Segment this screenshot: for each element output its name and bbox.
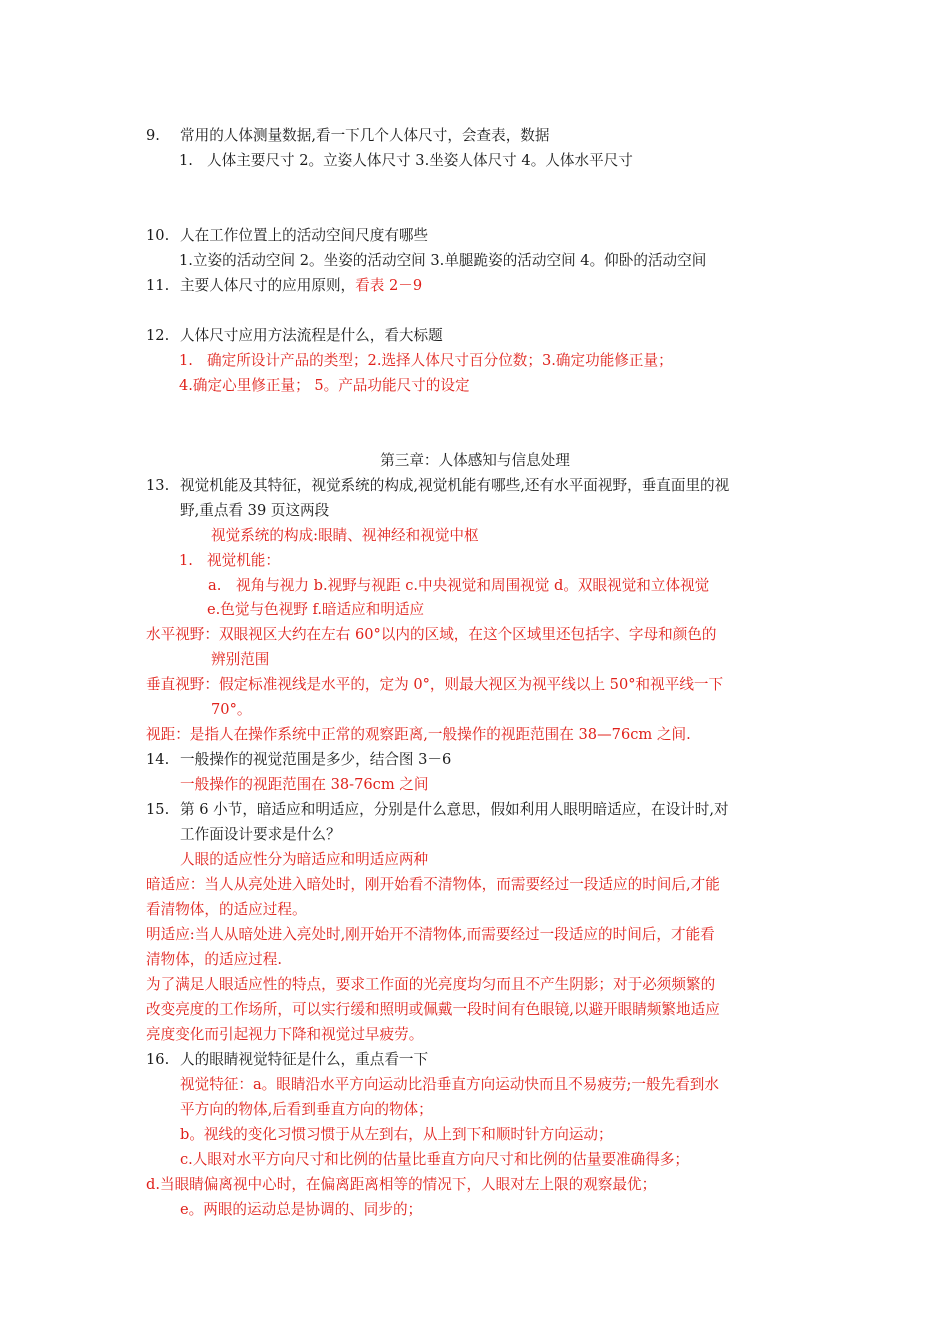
subitem-text: 人体主要尺寸 2。立姿人体尺寸 3.坐姿人体尺寸 4。人体水平尺寸 — [207, 152, 633, 169]
question-text: 人体尺寸应用方法流程是什么，看大标题 — [180, 327, 443, 344]
question-number: 9. — [146, 127, 160, 144]
visual-feature-d: d.当眼睛偏离视中心时，在偏离距离相等的情况下，人眼对左上限的观察最优； — [146, 1176, 657, 1193]
item-number: 1. — [179, 552, 193, 569]
question-15-line-2: 工作面设计要求是什么？ — [180, 826, 341, 843]
question-text: 视觉机能及其特征，视觉系统的构成,视觉机能有哪些,还有水平面视野，垂直面里的视 — [180, 477, 730, 494]
item-text: 视角与视力 b.视野与视距 c.中央视觉和周围视觉 d。双眼视觉和立体视觉 — [236, 577, 710, 594]
answer-number: 1. — [179, 352, 193, 369]
work-surface-requirement-line-1: 为了满足人眼适应性的特点，要求工作面的光亮度均匀而且不产生阴影；对于必须频繁的 — [146, 976, 716, 993]
work-surface-requirement-line-3: 亮度变化而引起视力下降和视觉过早疲劳。 — [146, 1026, 424, 1043]
question-11-answer: 看表 2－9 — [355, 277, 423, 294]
question-11 — [146, 276, 422, 296]
visual-system-composition: 视觉系统的构成:眼睛、视神经和视觉中枢 — [211, 527, 479, 544]
chapter-title: 第三章：人体感知与信息处理 — [380, 452, 570, 469]
visual-feature-c: c.人眼对水平方向尺寸和比例的估量比垂直方向尺寸和比例的估量要准确得多； — [180, 1151, 690, 1168]
question-13 — [146, 476, 729, 496]
question-text: 人在工作位置上的活动空间尺度有哪些 — [180, 227, 429, 244]
question-9-subitem — [179, 151, 633, 171]
vertical-field-line-1: 垂直视野：假定标准视线是水平的，定为 0°，则最大视区为视平线以上 50°和视平线一下 — [146, 676, 724, 693]
visual-function-items-e: e.色觉与色视野 f.暗适应和明适应 — [207, 601, 425, 618]
visual-function-title — [179, 551, 280, 571]
answer-text: 确定所设计产品的类型；2.选择人体尺寸百分位数；3.确定功能修正量； — [207, 352, 673, 369]
question-number: 11. — [146, 277, 170, 294]
dark-adaptation-line-2: 看清物体，的适应过程。 — [146, 901, 307, 918]
question-14-answer: 一般操作的视距范围在 38-76cm 之间 — [180, 776, 429, 793]
question-16 — [146, 1050, 428, 1070]
question-10-answer: 1.立姿的活动空间 2。坐姿的活动空间 3.单腿跪姿的活动空间 4。仰卧的活动空间 — [179, 252, 707, 269]
visual-feature-e: e。两眼的运动总是协调的、同步的； — [180, 1201, 423, 1218]
visual-feature-b: b。视线的变化习惯习惯于从左到右，从上到下和顺时针方向运动； — [180, 1126, 613, 1143]
question-10 — [146, 226, 428, 246]
question-15 — [146, 800, 729, 820]
visual-feature-a-line-1: 视觉特征：a。眼睛沿水平方向运动比沿垂直方向运动快而且不易疲劳;一般先看到水 — [180, 1076, 719, 1093]
light-adaptation-line-2: 清物体，的适应过程. — [146, 951, 282, 968]
item-text: 视觉机能： — [207, 552, 280, 569]
subitem-number: 1. — [179, 152, 193, 169]
question-text: 常用的人体测量数据,看一下几个人体尺寸，会查表，数据 — [180, 127, 550, 144]
horizontal-field-line-1: 水平视野：双眼视区大约在左右 60°以内的区域，在这个区域里还包括字、字母和颜色的 — [146, 626, 717, 643]
question-14 — [146, 750, 451, 770]
viewing-distance: 视距：是指人在操作系统中正常的观察距离,一般操作的视距范围在 38—76cm 之间. — [146, 726, 691, 743]
question-number: 14. — [146, 751, 170, 768]
light-adaptation-line-1: 明适应:当人从暗处进入亮处时,刚开始开不清物体,而需要经过一段适应的时间后，才能看 — [146, 926, 715, 943]
question-12-answer-line-2: 4.确定心里修正量； 5。产品功能尺寸的设定 — [179, 377, 470, 394]
question-9 — [146, 126, 550, 146]
question-text: 主要人体尺寸的应用原则， — [180, 277, 356, 294]
question-text: 第 6 小节，暗适应和明适应，分别是什么意思，假如利用人眼明暗适应，在设计时,对 — [180, 801, 729, 818]
visual-feature-a-line-2: 平方向的物体,后看到垂直方向的物体； — [180, 1101, 433, 1118]
question-text: 人的眼睛视觉特征是什么，重点看一下 — [180, 1051, 429, 1068]
vertical-field-line-2: 70°。 — [211, 701, 252, 718]
question-12-answer-line-1 — [179, 351, 673, 371]
question-12 — [146, 326, 443, 346]
work-surface-requirement-line-2: 改变亮度的工作场所，可以实行缓和照明或佩戴一段时间有色眼镜,以避开眼睛频繁地适应 — [146, 1001, 720, 1018]
question-number: 12. — [146, 327, 170, 344]
question-text: 一般操作的视觉范围是多少，结合图 3－6 — [180, 751, 452, 768]
horizontal-field-line-2: 辨别范围 — [211, 651, 270, 668]
visual-function-items-a — [208, 576, 709, 596]
question-number: 16. — [146, 1051, 170, 1068]
adaptation-intro: 人眼的适应性分为暗适应和明适应两种 — [180, 851, 429, 868]
dark-adaptation-line-1: 暗适应：当人从亮处进入暗处时，刚开始看不清物体，而需要经过一段适应的时间后,才能 — [146, 876, 720, 893]
question-number: 10. — [146, 227, 170, 244]
question-13-line-2: 野,重点看 39 页这两段 — [180, 502, 330, 519]
question-number: 13. — [146, 477, 170, 494]
question-number: 15. — [146, 801, 170, 818]
item-label: a. — [208, 577, 222, 594]
